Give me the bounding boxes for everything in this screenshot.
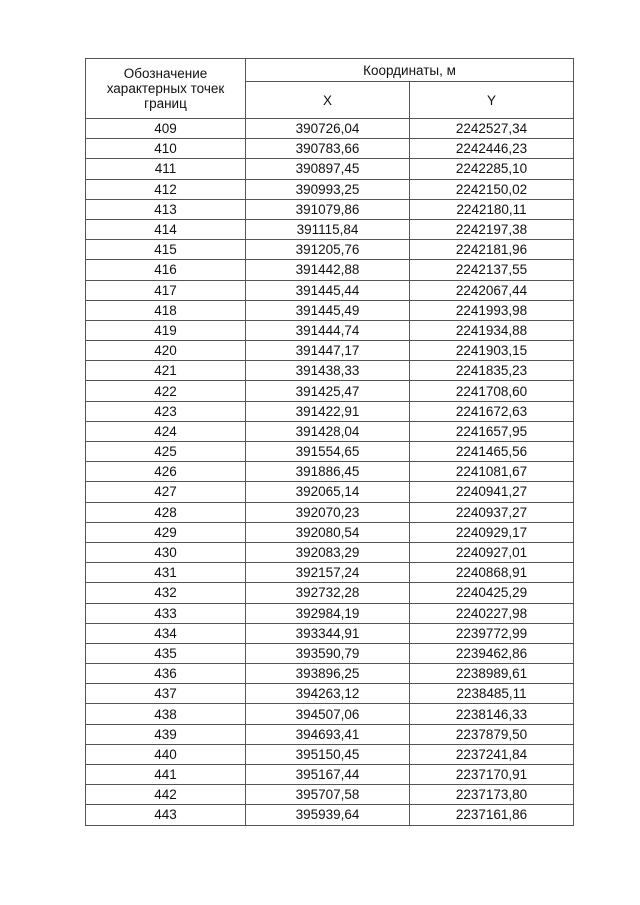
coordinates-group-header: Координаты, м — [246, 59, 574, 82]
x-coordinate-cell: 393344,91 — [246, 623, 410, 643]
y-coordinate-cell: 2242067,44 — [410, 280, 574, 300]
y-coordinate-cell: 2241672,63 — [410, 401, 574, 421]
table-row — [86, 623, 574, 643]
point-number-cell: 443 — [86, 805, 246, 825]
table-row — [86, 724, 574, 744]
y-coordinate-cell: 2240868,91 — [410, 563, 574, 583]
point-number-cell: 429 — [86, 522, 246, 542]
point-designation-header: Обозначение характерных точек границ — [86, 59, 246, 119]
x-coordinate-cell: 395167,44 — [246, 765, 410, 785]
x-coordinate-cell: 393896,25 — [246, 664, 410, 684]
table-row — [86, 159, 574, 179]
x-coordinate-cell: 391445,49 — [246, 300, 410, 320]
x-coordinate-cell: 391886,45 — [246, 462, 410, 482]
y-coordinate-cell: 2237241,84 — [410, 744, 574, 764]
table-row — [86, 320, 574, 340]
y-coordinate-cell: 2237170,91 — [410, 765, 574, 785]
x-coordinate-cell: 394693,41 — [246, 724, 410, 744]
point-number-cell: 409 — [86, 119, 246, 139]
y-coordinate-cell: 2241993,98 — [410, 300, 574, 320]
x-coordinate-cell: 392083,29 — [246, 542, 410, 562]
y-coordinate-cell: 2242181,96 — [410, 240, 574, 260]
point-number-cell: 437 — [86, 684, 246, 704]
point-number-cell: 419 — [86, 320, 246, 340]
table-row — [86, 563, 574, 583]
x-coordinate-cell: 392984,19 — [246, 603, 410, 623]
table-row — [86, 401, 574, 421]
x-coordinate-cell: 391442,88 — [246, 260, 410, 280]
table-row — [86, 542, 574, 562]
y-coordinate-cell: 2242180,11 — [410, 199, 574, 219]
table-row — [86, 664, 574, 684]
table-row — [86, 421, 574, 441]
x-coordinate-cell: 391554,65 — [246, 442, 410, 462]
x-coordinate-cell: 395939,64 — [246, 805, 410, 825]
y-coordinate-cell: 2237879,50 — [410, 724, 574, 744]
y-coordinate-cell: 2242150,02 — [410, 179, 574, 199]
y-coordinate-cell: 2237173,80 — [410, 785, 574, 805]
point-number-cell: 416 — [86, 260, 246, 280]
table-row — [86, 744, 574, 764]
table-row — [86, 199, 574, 219]
x-coordinate-cell: 392157,24 — [246, 563, 410, 583]
point-number-cell: 411 — [86, 159, 246, 179]
point-number-cell: 439 — [86, 724, 246, 744]
x-coordinate-cell: 391205,76 — [246, 240, 410, 260]
y-coordinate-cell: 2241934,88 — [410, 320, 574, 340]
x-coordinate-cell: 395707,58 — [246, 785, 410, 805]
x-coordinate-cell: 392070,23 — [246, 502, 410, 522]
point-number-cell: 428 — [86, 502, 246, 522]
x-coordinate-cell: 390783,66 — [246, 139, 410, 159]
x-coordinate-cell: 392080,54 — [246, 522, 410, 542]
coordinates-table — [85, 58, 574, 826]
table-row — [86, 805, 574, 825]
point-number-cell: 422 — [86, 381, 246, 401]
y-coordinate-cell: 2241465,56 — [410, 442, 574, 462]
y-coordinate-cell: 2241903,15 — [410, 341, 574, 361]
x-coordinate-cell: 391438,33 — [246, 361, 410, 381]
point-number-cell: 412 — [86, 179, 246, 199]
y-coordinate-cell: 2242137,55 — [410, 260, 574, 280]
y-coordinate-cell: 2241657,95 — [410, 421, 574, 441]
table-row — [86, 381, 574, 401]
table-row — [86, 341, 574, 361]
x-coordinate-cell: 394263,12 — [246, 684, 410, 704]
table-row — [86, 502, 574, 522]
x-coordinate-cell: 392732,28 — [246, 583, 410, 603]
x-coordinate-cell: 391115,84 — [246, 219, 410, 239]
table-row — [86, 603, 574, 623]
point-number-cell: 410 — [86, 139, 246, 159]
point-number-cell: 420 — [86, 341, 246, 361]
point-number-cell: 417 — [86, 280, 246, 300]
table-row — [86, 119, 574, 139]
point-number-cell: 418 — [86, 300, 246, 320]
y-coordinate-cell: 2240927,01 — [410, 542, 574, 562]
point-number-cell: 431 — [86, 563, 246, 583]
table-row — [86, 442, 574, 462]
point-number-cell: 413 — [86, 199, 246, 219]
table-header — [86, 59, 574, 119]
x-coordinate-cell: 390726,04 — [246, 119, 410, 139]
point-number-cell: 435 — [86, 643, 246, 663]
table-row — [86, 462, 574, 482]
x-coordinate-cell: 391444,74 — [246, 320, 410, 340]
y-coordinate-cell: 2240425,29 — [410, 583, 574, 603]
point-number-cell: 434 — [86, 623, 246, 643]
table-row — [86, 240, 574, 260]
point-number-cell: 421 — [86, 361, 246, 381]
x-coordinate-cell: 391445,44 — [246, 280, 410, 300]
point-number-cell: 426 — [86, 462, 246, 482]
y-coordinate-cell: 2242527,34 — [410, 119, 574, 139]
x-coordinate-cell: 391428,04 — [246, 421, 410, 441]
x-coordinate-cell: 393590,79 — [246, 643, 410, 663]
y-coordinate-cell: 2239772,99 — [410, 623, 574, 643]
y-coordinate-cell: 2240937,27 — [410, 502, 574, 522]
point-number-cell: 424 — [86, 421, 246, 441]
y-coordinate-cell: 2237161,86 — [410, 805, 574, 825]
y-coordinate-cell: 2238146,33 — [410, 704, 574, 724]
table-row — [86, 522, 574, 542]
table-row — [86, 139, 574, 159]
table-row — [86, 260, 574, 280]
table-row — [86, 684, 574, 704]
point-number-cell: 425 — [86, 442, 246, 462]
table-row — [86, 280, 574, 300]
table-row — [86, 482, 574, 502]
y-coordinate-cell: 2240941,27 — [410, 482, 574, 502]
y-coordinate-cell: 2241081,67 — [410, 462, 574, 482]
table-row — [86, 765, 574, 785]
point-number-cell: 423 — [86, 401, 246, 421]
point-number-cell: 432 — [86, 583, 246, 603]
x-coordinate-cell: 391425,47 — [246, 381, 410, 401]
point-number-cell: 433 — [86, 603, 246, 623]
y-coordinate-cell: 2241835,23 — [410, 361, 574, 381]
table-row — [86, 361, 574, 381]
point-number-cell: 414 — [86, 219, 246, 239]
table-row — [86, 583, 574, 603]
table-row — [86, 643, 574, 663]
y-coordinate-cell: 2238989,61 — [410, 664, 574, 684]
y-coordinate-cell: 2240227,98 — [410, 603, 574, 623]
table-body — [86, 119, 574, 826]
y-coordinate-cell: 2239462,86 — [410, 643, 574, 663]
x-coordinate-cell: 395150,45 — [246, 744, 410, 764]
x-coordinate-cell: 391079,86 — [246, 199, 410, 219]
table-row — [86, 179, 574, 199]
y-coordinate-cell: 2238485,11 — [410, 684, 574, 704]
y-coordinate-cell: 2242285,10 — [410, 159, 574, 179]
y-coordinate-cell: 2242446,23 — [410, 139, 574, 159]
x-coordinate-cell: 390993,25 — [246, 179, 410, 199]
y-coordinate-cell: 2242197,38 — [410, 219, 574, 239]
point-number-cell: 442 — [86, 785, 246, 805]
x-coordinate-cell: 391422,91 — [246, 401, 410, 421]
table-row — [86, 704, 574, 724]
table-row — [86, 300, 574, 320]
x-column-header: X — [246, 82, 410, 119]
x-coordinate-cell: 390897,45 — [246, 159, 410, 179]
y-coordinate-cell: 2240929,17 — [410, 522, 574, 542]
y-coordinate-cell: 2241708,60 — [410, 381, 574, 401]
point-number-cell: 438 — [86, 704, 246, 724]
point-number-cell: 436 — [86, 664, 246, 684]
table-row — [86, 785, 574, 805]
point-number-cell: 430 — [86, 542, 246, 562]
y-column-header: Y — [410, 82, 574, 119]
point-number-cell: 427 — [86, 482, 246, 502]
table-row — [86, 219, 574, 239]
x-coordinate-cell: 391447,17 — [246, 341, 410, 361]
point-number-cell: 440 — [86, 744, 246, 764]
point-number-cell: 441 — [86, 765, 246, 785]
x-coordinate-cell: 392065,14 — [246, 482, 410, 502]
point-number-cell: 415 — [86, 240, 246, 260]
x-coordinate-cell: 394507,06 — [246, 704, 410, 724]
